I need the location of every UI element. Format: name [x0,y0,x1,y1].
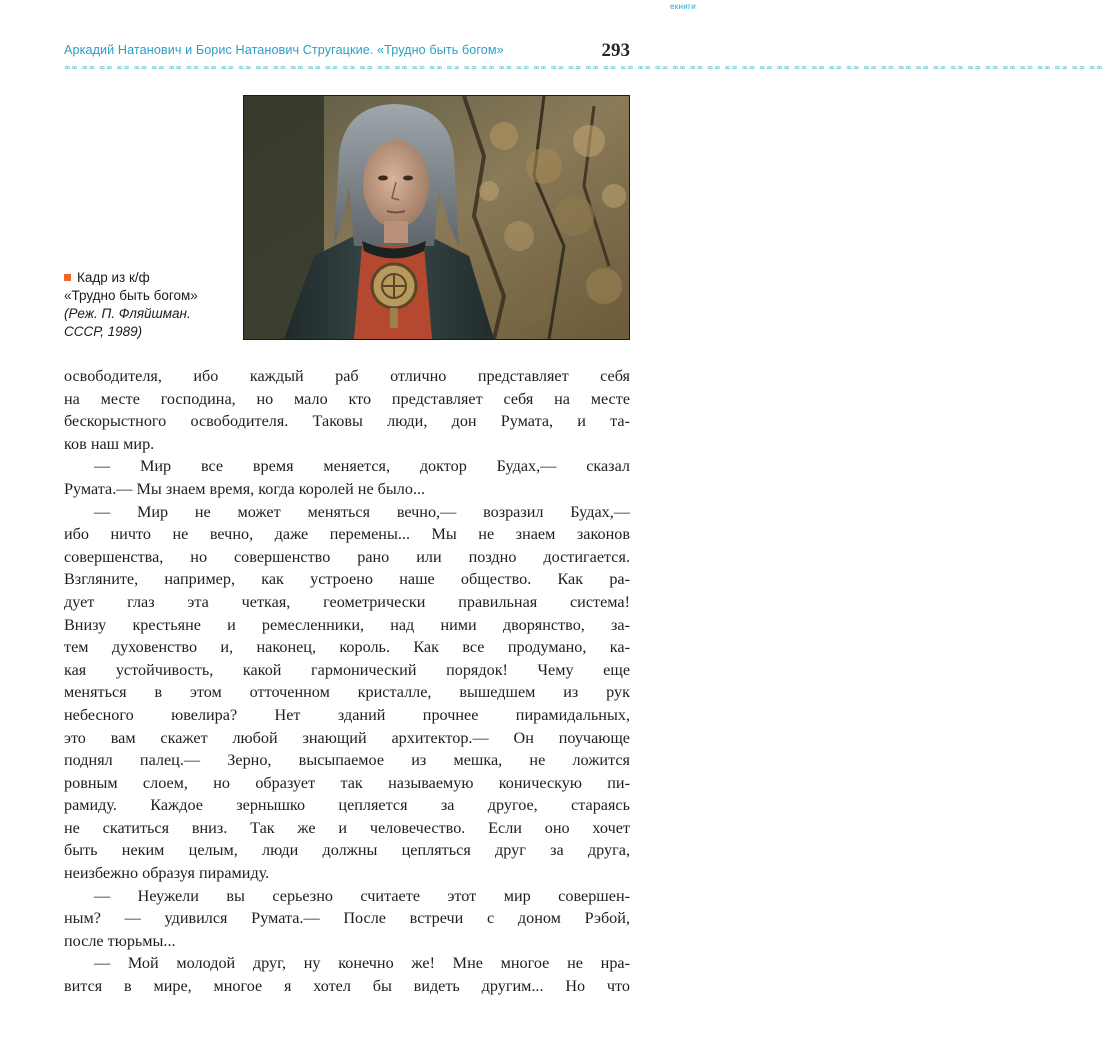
body-line: освободителя, ибо каждый раб отлично представляет себя [64,367,630,385]
decorative-ornament-rule: ∞∞ ∞∞ ∞∞ ∞∞ ∞∞ ∞∞ ∞∞ ∞∞ ∞∞ ∞∞ ∞∞ ∞∞ ∞∞ ∞∞ ∞∞ ∞∞ ∞∞ ∞∞ ∞∞ ∞∞ ∞∞ ∞∞ ∞∞ ∞∞ ∞∞ ∞∞ ∞∞ ∞∞ ∞∞ ∞∞ ∞∞ ∞∞ ∞∞ ∞∞ ∞∞ ∞∞ ∞∞ ∞∞ ∞∞ ∞∞ ∞∞ ∞∞ ∞∞ ∞∞ ∞∞ ∞∞ ∞∞ ∞∞ ∞∞ ∞∞ ∞∞ ∞∞ ∞∞ ∞∞ ∞∞ ∞∞ ∞∞ ∞∞ ∞∞ ∞∞ [64,63,1103,72]
running-header [64,40,630,62]
body-line: неизбежно образуя пирамиду. [64,864,270,883]
body-line: — Мой молодой друг, ну конечно же! Мне многое не нра- [94,954,630,973]
body-line: — Мир не может меняться вечно,— возразил Будах,— [94,502,630,521]
film-still-photo [243,95,630,340]
body-line: вится в мире, многое я хотел бы видеть другим... Но что [64,977,630,996]
film-still-image [244,96,629,339]
caption-line-3: (Реж. П. Фляйшман. [64,306,191,321]
body-line: кая устойчивость, какой гармонический порядок! Чему еще [64,660,630,679]
caption-line-1-text: Кадр из к/ф [77,270,150,285]
body-line: это вам скажет любой знающий архитектор.— Он поучающе [64,728,630,747]
caption-line-4: СССР, 1989) [64,324,143,339]
body-line: Взгляните, например, как устроено наше общество. Как ра- [64,570,630,589]
body-line: после тюрьмы... [64,931,176,950]
body-line: меняться в этом отточенном кристалле, вышедшем из рук [64,683,630,702]
body-line: бескорыстного освободителя. Таковы люди, дон Румата, и та- [64,412,630,431]
running-header-title: Аркадий Натанович и Борис Натанович Стругацкие. «Трудно быть богом» [64,43,504,57]
body-line: рамиду. Каждое зернышко цепляется за другое, стараясь [64,796,630,815]
caption-line-2: «Трудно быть богом» [64,288,198,303]
caption-bullet-icon [64,274,71,281]
body-line: совершенства, но совершенство рано или поздно достигается. [64,547,630,566]
body-line: ков наш мир. [64,434,155,453]
page-number: 293 [601,40,630,61]
caption-line-1 [64,269,236,287]
body-line: дует глаз эта четкая, геометрически правильная система! [64,592,630,611]
body-line: тем духовенство и, наконец, король. Как все продумано, ка- [64,638,630,657]
body-text [64,365,630,998]
corner-mark: eкниги [669,2,696,11]
body-line: на месте господина, но мало кто представляет себя на месте [64,389,630,408]
body-line: — Мир все время меняется, доктор Будах,— сказал [94,457,630,476]
body-line: ибо ничто не вечно, даже перемены... Мы не знаем законов [64,525,630,544]
body-line: Румата.— Мы знаем время, когда королей не было... [64,479,426,498]
body-line: ровным слоем, но образует так называемую коническую пи- [64,773,630,792]
body-line: не скатиться вниз. Так же и человечество. Если оно хочет [64,818,630,837]
body-line: быть неким целым, люди должны цепляться друг за друга, [64,841,630,860]
body-line: — Неужели вы серьезно считаете этот мир совершен- [94,886,630,905]
photo-caption [64,269,236,341]
body-line: ным? — удивился Румата.— После встречи с доном Рэбой, [64,909,630,928]
body-line: Внизу крестьяне и ремесленники, над ними дворянство, за- [64,615,630,634]
body-line: поднял палец.— Зерно, высыпаемое из мешка, не ложится [64,751,630,770]
body-line: небесного ювелира? Нет зданий прочнее пирамидальных, [64,705,630,724]
